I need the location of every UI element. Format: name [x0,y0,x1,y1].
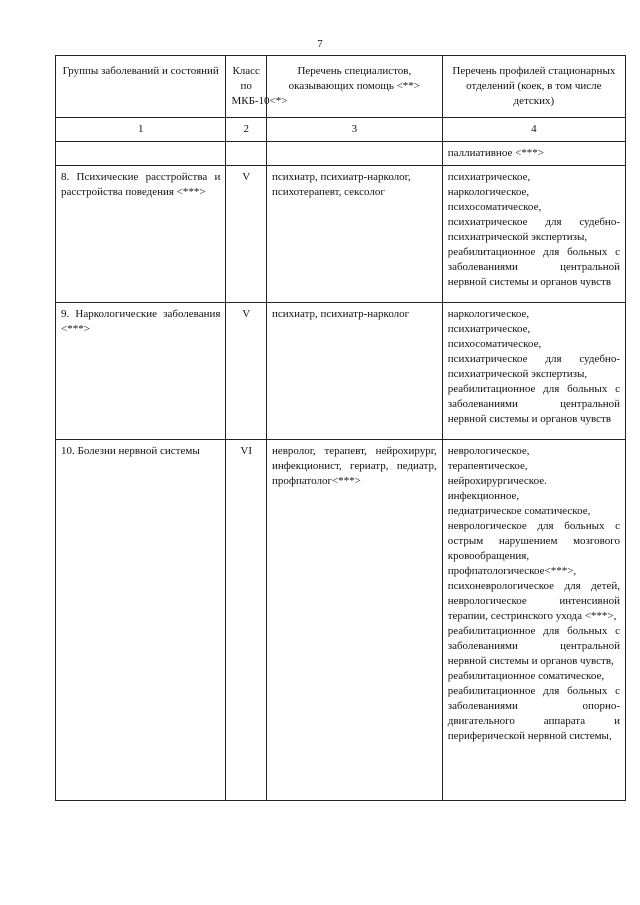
header-groups: Группы заболеваний и состояний [56,56,226,118]
specialists-cell: невролог, терапевт, нейрохирург, инфекционист, гериатр, педиатр, профпатолог<***> [266,440,442,801]
column-number: 4 [442,118,625,142]
group-cell: 8. Психические расстройства и расстройства поведения <***> [56,166,226,303]
specialists-cell: психиатр, психиатр-нарколог, психотерапевт, сексолог [266,166,442,303]
column-number: 2 [226,118,266,142]
profiles-cell: паллиативное <***> [442,142,625,166]
header-specialists: Перечень специалистов, оказывающих помощь <**> [266,56,442,118]
class-cell: V [226,166,266,303]
column-number: 3 [266,118,442,142]
table-row [56,166,626,303]
table-row [56,303,626,440]
specialists-cell: психиатр, психиатр-нарколог [266,303,442,440]
table-row [56,142,626,166]
class-cell [226,142,266,166]
column-number: 1 [56,118,226,142]
page-number: 7 [317,38,323,50]
class-cell: V [226,303,266,440]
group-cell: 10. Болезни нервной системы [56,440,226,801]
table-header-row [56,56,626,118]
header-profiles: Перечень профилей стационарных отделений (коек, в том числе детских) [442,56,625,118]
group-cell: 9. Наркологические заболевания <***> [56,303,226,440]
profiles-cell: неврологическое, терапевтическое, нейрохирургическое. инфекционное, педиатрическое соматическое, неврологическое для больных с острым нарушением мозгового кровообращения, профпатологическое<***>, психоневрологическое для детей, неврологическое интенсивной терапии, сестринского ухода <***>, реабилитационное для больных с заболеваниями центральной нервной системы и органов чувств, реабилитационное соматическое, реабилитационное для больных с заболеваниями опорно-двигательного аппарата и периферической нервной системы, [442,440,625,801]
profiles-cell: наркологическое, психиатрическое, психосоматическое, психиатрическое для судебно-психиатрической экспертизы, реабилитационное для больных с заболеваниями центральной нервной системы и органов чувств [442,303,625,440]
class-cell: VI [226,440,266,801]
column-number-row [56,118,626,142]
specialists-table [55,55,626,801]
group-cell [56,142,226,166]
specialists-cell [266,142,442,166]
table-row [56,440,626,801]
header-class: Класс по МКБ-10<*> [226,56,266,118]
profiles-cell: психиатрическое, наркологическое, психосоматическое, психиатрическое для судебно-психиатрической экспертизы, реабилитационное для больных с заболеваниями центральной нервной системы и органов чувств [442,166,625,303]
